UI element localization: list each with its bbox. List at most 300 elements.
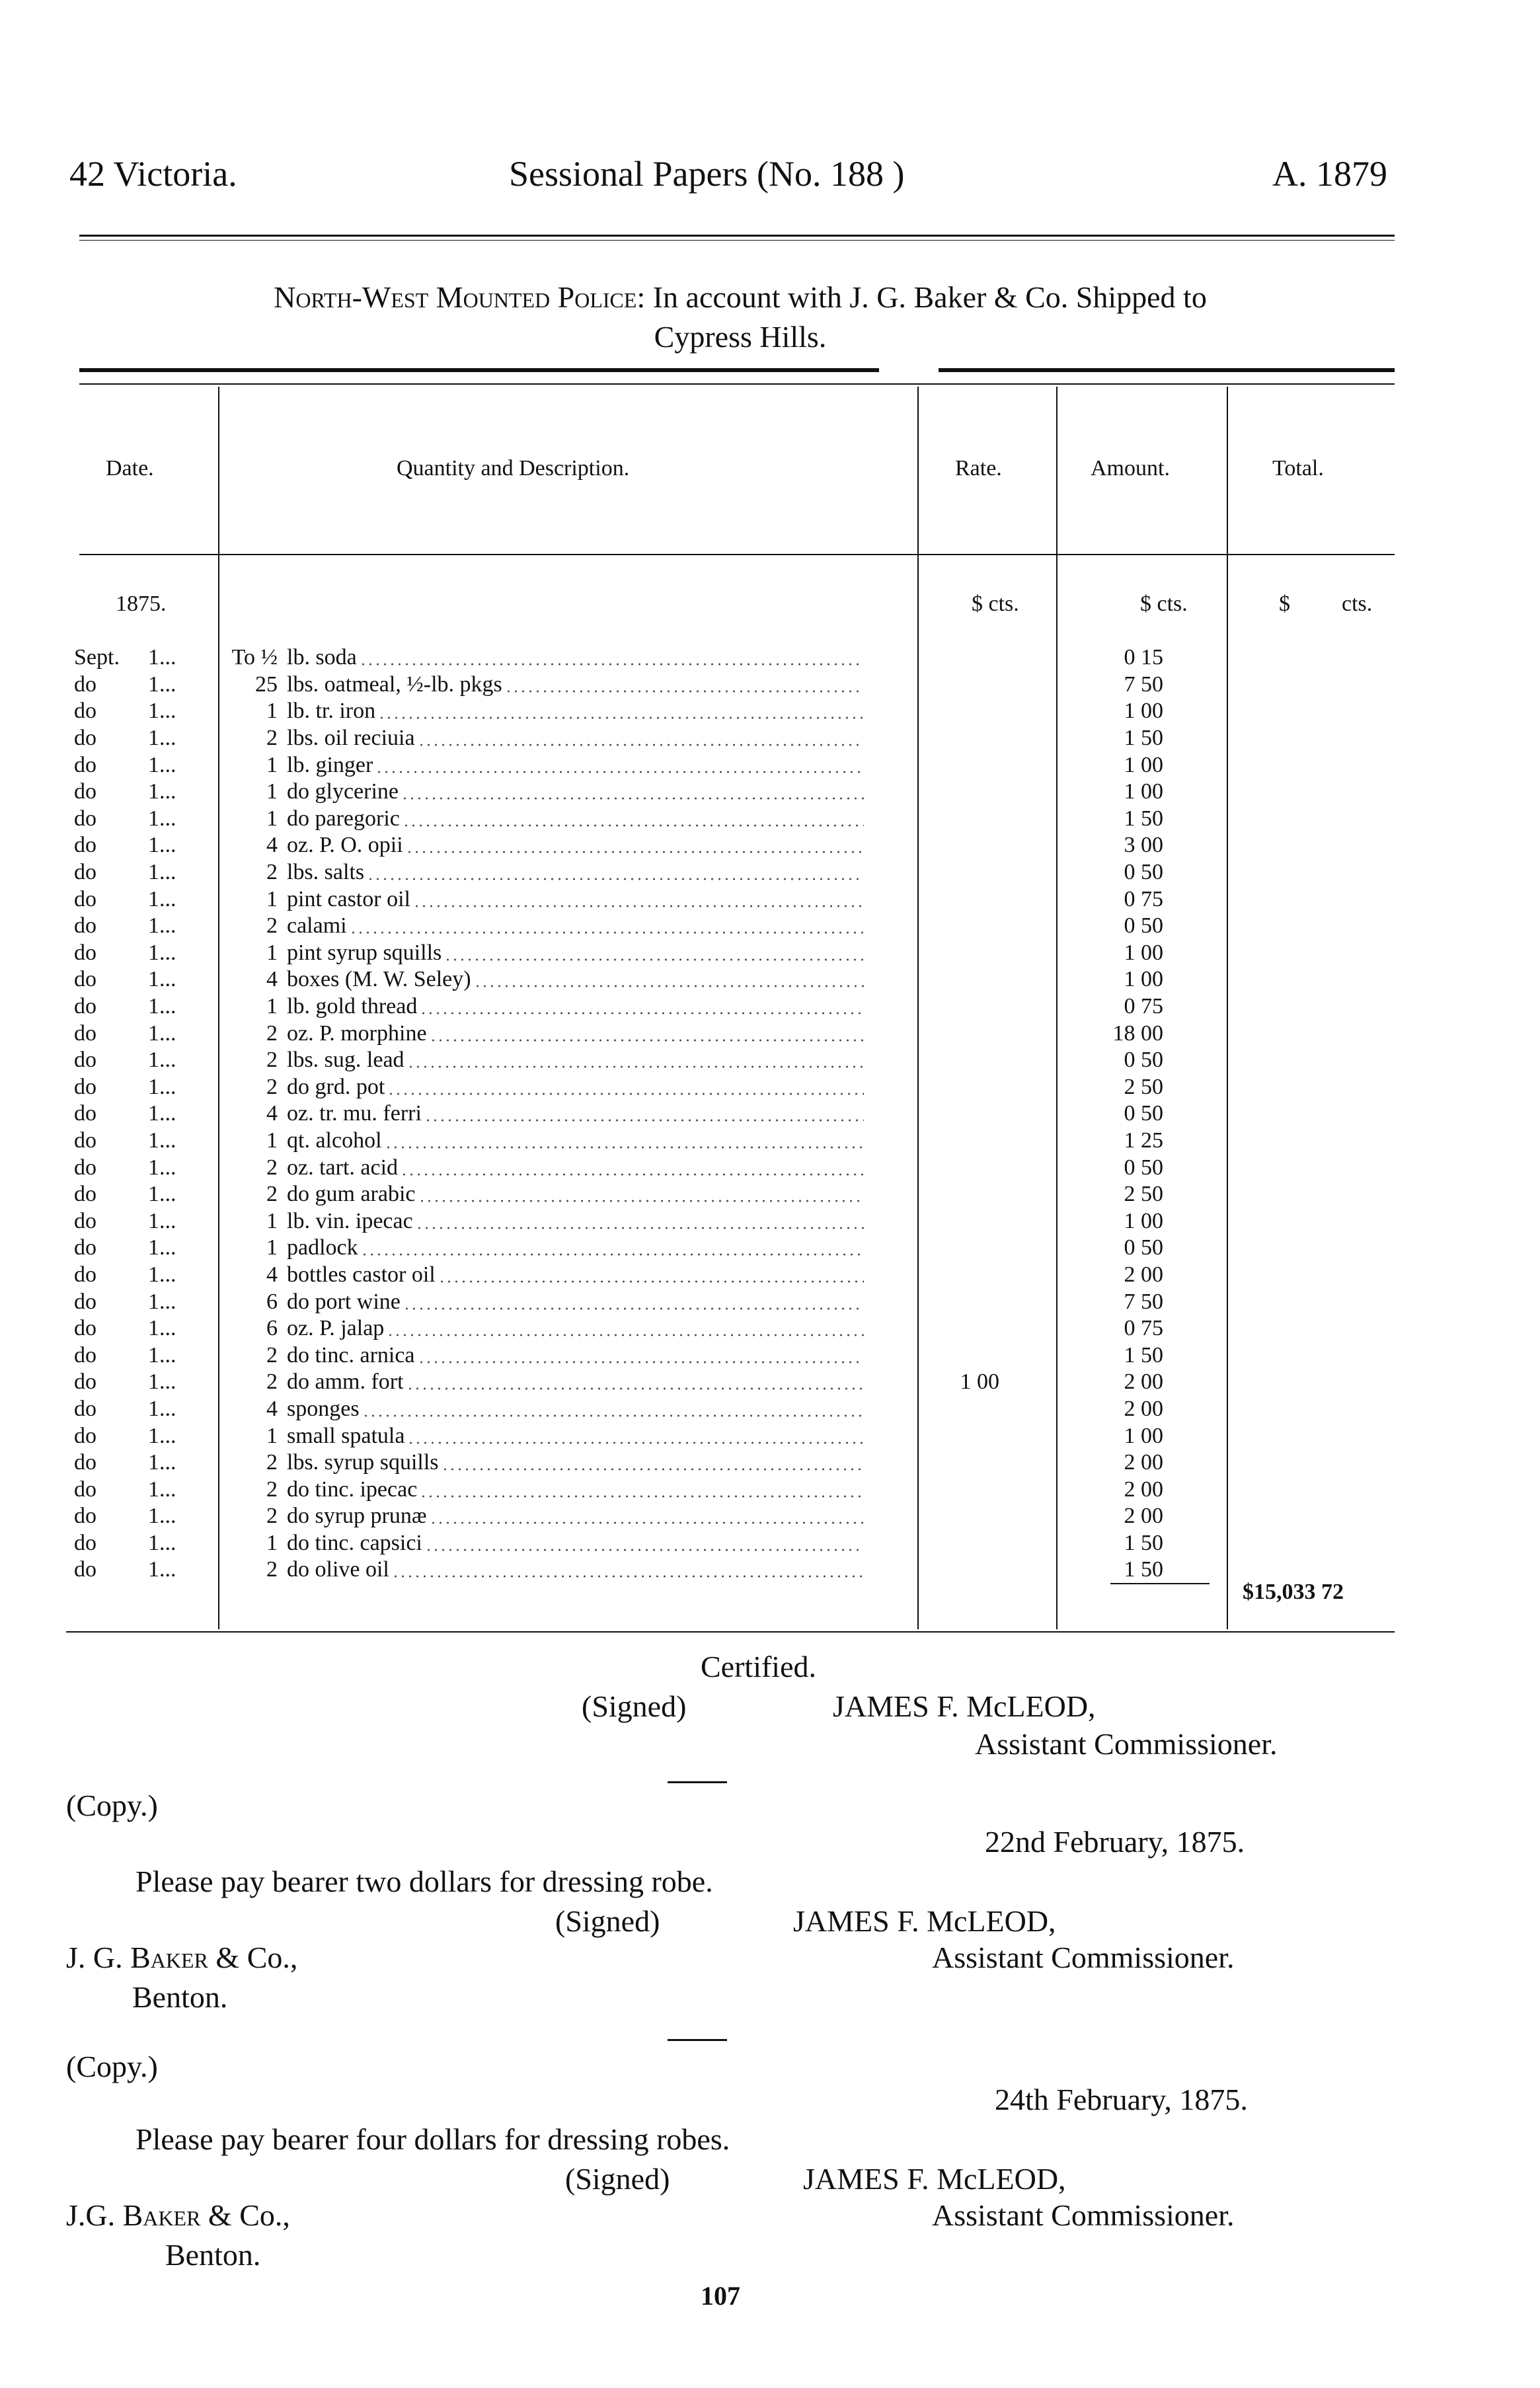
item-description-cell	[287, 698, 864, 725]
item-rate	[864, 1208, 1006, 1235]
item-description: lbs. salts	[287, 860, 365, 885]
item-rate	[864, 806, 1006, 833]
dot-leader	[399, 779, 864, 805]
item-month: do	[74, 1369, 96, 1395]
table-row	[74, 913, 1174, 940]
table-row	[74, 1315, 1174, 1342]
item-month: do	[74, 1557, 96, 1582]
item-quantity: 2	[266, 913, 278, 939]
item-quantity: 4	[266, 1101, 278, 1126]
item-description: do tinc. capsici	[287, 1530, 422, 1555]
item-amount: 2 00	[1124, 1504, 1163, 1529]
item-day: 1...	[148, 1316, 176, 1341]
item-day: 1...	[148, 940, 176, 965]
item-month: do	[74, 1477, 96, 1502]
item-month: do	[74, 1128, 96, 1153]
table-row	[74, 1128, 1174, 1155]
dot-leader	[417, 993, 864, 1020]
dot-leader	[347, 913, 864, 939]
item-description: qt. alcohol	[287, 1128, 382, 1153]
item-quantity: 4	[266, 1396, 278, 1421]
account-title	[79, 278, 1401, 357]
item-description-cell	[287, 806, 864, 833]
item-description-cell	[287, 1128, 864, 1155]
item-quantity: 2	[266, 1021, 278, 1046]
item-quantity: 1	[266, 1208, 278, 1233]
item-rate	[864, 993, 1006, 1021]
item-day: 1...	[148, 1530, 176, 1555]
item-day: 1...	[148, 860, 176, 885]
item-description: do gum arabic	[287, 1182, 416, 1207]
header-rule-thin	[79, 240, 1395, 241]
item-month: do	[74, 860, 96, 885]
table-row	[74, 1530, 1174, 1557]
item-description: small spatula	[287, 1423, 405, 1448]
item-rate	[864, 913, 1006, 940]
item-amount: 1 50	[1124, 726, 1163, 751]
item-rate	[864, 751, 1006, 779]
table-bottom-rule	[66, 1631, 1395, 1633]
item-month: do	[74, 913, 96, 939]
item-description: do tinc. ipecac	[287, 1477, 418, 1502]
table-row	[74, 1100, 1174, 1128]
item-amount: 0 50	[1124, 913, 1163, 939]
header-rule	[79, 235, 1395, 237]
table-row	[74, 751, 1174, 779]
item-quantity: 2	[266, 1182, 278, 1207]
header-sessional-papers: Sessional Papers (No. 188 )	[509, 154, 905, 194]
item-description: padlock	[287, 1235, 358, 1260]
item-month: do	[74, 1235, 96, 1260]
item-amount: 2 00	[1124, 1396, 1163, 1421]
copy2-place: Benton.	[165, 2238, 261, 2272]
certified-role: Assistant Commissioner.	[975, 1727, 1278, 1761]
header-year: A. 1879	[1272, 154, 1387, 194]
item-rate	[864, 672, 1006, 699]
item-rate	[864, 725, 1006, 752]
table-row	[74, 1396, 1174, 1423]
item-day: 1...	[148, 1235, 176, 1260]
table-row	[74, 1369, 1174, 1396]
title-rule-right	[939, 368, 1395, 372]
item-day: 1...	[148, 1262, 176, 1287]
item-rate	[864, 1449, 1006, 1477]
item-amount: 0 75	[1124, 886, 1163, 911]
item-rate	[864, 1396, 1006, 1423]
item-month: do	[74, 1342, 96, 1367]
item-description: lb. tr. iron	[287, 699, 376, 724]
table-row	[74, 779, 1174, 806]
dot-leader	[422, 1530, 864, 1557]
item-day: 1...	[148, 1208, 176, 1233]
item-month: do	[74, 1048, 96, 1073]
item-month: do	[74, 726, 96, 751]
item-day: 1...	[148, 1289, 176, 1314]
copy2-date: 24th February, 1875.	[995, 2083, 1248, 2116]
dot-leader	[417, 1477, 864, 1503]
dot-leader	[384, 1315, 864, 1342]
header-volume: 42 Victoria.	[69, 154, 237, 194]
item-day: 1...	[148, 1074, 176, 1099]
item-description: lbs. oil reciuia	[287, 726, 415, 751]
copy2-signed: (Signed)	[565, 2162, 670, 2196]
item-quantity: 2	[266, 860, 278, 885]
item-month: do	[74, 1316, 96, 1341]
item-month: do	[74, 1074, 96, 1099]
item-rate	[864, 1557, 1006, 1584]
item-amount: 1 00	[1124, 1423, 1163, 1448]
copy1-role: Assistant Commissioner.	[932, 1941, 1235, 1974]
item-quantity: 2	[266, 1504, 278, 1529]
item-month: do	[74, 806, 96, 831]
item-month: do	[74, 994, 96, 1019]
item-month: do	[74, 1530, 96, 1555]
item-rate	[864, 966, 1006, 993]
dot-leader	[404, 1423, 864, 1449]
table-row	[74, 1503, 1174, 1530]
copy2-addressee-co: & Co.,	[200, 2198, 290, 2232]
item-amount: 1 00	[1124, 940, 1163, 965]
item-day: 1...	[148, 645, 176, 670]
item-description: oz. P. O. opii	[287, 833, 403, 858]
item-amount: 1 25	[1124, 1128, 1163, 1153]
item-day: 1...	[148, 806, 176, 831]
item-quantity: 1	[266, 806, 278, 831]
copy2-label: (Copy.)	[66, 2050, 158, 2083]
item-quantity: 2	[266, 1450, 278, 1475]
item-day: 1...	[148, 752, 176, 777]
item-description-cell	[287, 1476, 864, 1503]
col-head-date: Date.	[106, 456, 154, 481]
item-description: do syrup prunæ	[287, 1504, 427, 1529]
item-amount: 2 00	[1124, 1477, 1163, 1502]
item-day: 1...	[148, 967, 176, 992]
item-amount: 0 50	[1124, 1101, 1163, 1126]
dot-leader	[410, 886, 864, 913]
dot-leader	[375, 698, 864, 724]
item-amount: 1 50	[1124, 1342, 1163, 1367]
item-description-cell	[287, 1262, 864, 1289]
dot-leader	[442, 940, 864, 966]
copy1-name: JAMES F. McLEOD,	[793, 1904, 1056, 1938]
item-quantity: 6	[266, 1316, 278, 1341]
item-quantity: 2	[266, 1074, 278, 1099]
dot-leader	[427, 1021, 864, 1047]
item-description-cell	[287, 1074, 864, 1101]
col-divider-amount	[1227, 387, 1228, 1629]
item-description-cell	[287, 1449, 864, 1477]
col-head-amount: Amount.	[1091, 456, 1170, 481]
item-description-cell	[287, 779, 864, 806]
total-cts-units: cts.	[1342, 592, 1373, 616]
dot-leader	[403, 832, 864, 859]
table-row	[74, 1235, 1174, 1262]
table-row	[74, 1262, 1174, 1289]
col-head-rate: Rate.	[955, 456, 1002, 481]
item-description: calami	[287, 913, 347, 939]
item-month: do	[74, 1423, 96, 1448]
page-number: 107	[701, 2281, 740, 2311]
amount-units: $ cts.	[1140, 592, 1188, 616]
item-description: oz. tr. mu. ferri	[287, 1101, 422, 1126]
item-description: oz. P. morphine	[287, 1021, 427, 1046]
table-row	[74, 1208, 1174, 1235]
item-quantity: 2	[266, 1477, 278, 1502]
item-description: do paregoric	[287, 806, 400, 831]
item-month: do	[74, 833, 96, 858]
dot-leader	[439, 1449, 864, 1476]
dot-leader	[404, 1369, 864, 1395]
item-description: lbs. oatmeal, ½-lb. pkgs	[287, 672, 502, 697]
dot-leader	[364, 859, 864, 886]
item-month: do	[74, 940, 96, 965]
item-rate	[864, 1315, 1006, 1342]
item-day: 1...	[148, 726, 176, 751]
item-amount: 1 00	[1124, 1208, 1163, 1233]
item-day: 1...	[148, 1155, 176, 1180]
dot-leader	[389, 1557, 864, 1583]
item-description: sponges	[287, 1396, 360, 1421]
item-rate	[864, 832, 1006, 859]
item-description-cell	[287, 1020, 864, 1047]
table-row	[74, 1476, 1174, 1503]
item-amount: 0 50	[1124, 1048, 1163, 1073]
item-day: 1...	[148, 833, 176, 858]
item-amount: 7 50	[1124, 1289, 1163, 1314]
item-amount: 3 00	[1124, 833, 1163, 858]
item-quantity: 1	[266, 886, 278, 911]
dot-leader	[436, 1262, 864, 1288]
item-description-cell	[287, 644, 864, 672]
copy1-addressee	[66, 1940, 297, 1975]
item-day: 1...	[148, 1504, 176, 1529]
item-amount: 0 50	[1124, 860, 1163, 885]
item-rate: 1 00	[960, 1369, 999, 1395]
item-description: boxes (M. W. Seley)	[287, 967, 471, 992]
item-month: do	[74, 1450, 96, 1475]
item-description: pint syrup squills	[287, 940, 442, 965]
section-divider-2	[668, 2039, 727, 2041]
item-description: lb. gold thread	[287, 994, 418, 1019]
item-month: do	[74, 752, 96, 777]
item-quantity: 6	[266, 1289, 278, 1314]
item-quantity: 4	[266, 967, 278, 992]
item-description-cell	[287, 1530, 864, 1557]
item-amount: 2 00	[1124, 1450, 1163, 1475]
title-account-with: : In account with J. G. Baker & Co. Shipped to	[636, 280, 1207, 314]
item-description-cell	[287, 886, 864, 913]
item-amount: 0 75	[1124, 1316, 1163, 1341]
item-quantity: 2	[266, 1048, 278, 1073]
item-amount: 2 50	[1124, 1182, 1163, 1207]
item-description-cell	[287, 672, 864, 699]
copy1-label: (Copy.)	[66, 1789, 158, 1822]
item-rate	[864, 940, 1006, 967]
item-amount: 0 15	[1124, 645, 1163, 670]
item-quantity: 1	[266, 1423, 278, 1448]
dot-leader	[415, 1342, 864, 1369]
table-row	[74, 644, 1174, 672]
item-amount: 1 50	[1124, 1557, 1163, 1582]
item-rate	[864, 886, 1006, 913]
item-rate	[864, 1288, 1006, 1315]
copy1-text: Please pay bearer two dollars for dressing robe.	[135, 1865, 713, 1898]
item-quantity: 1	[266, 994, 278, 1019]
item-rate	[864, 1047, 1006, 1074]
item-rate	[864, 1100, 1006, 1128]
item-rate	[864, 644, 1006, 672]
item-month: do	[74, 1101, 96, 1126]
table-row	[74, 1181, 1174, 1208]
dot-leader	[401, 1289, 864, 1315]
table-row	[74, 940, 1174, 967]
item-description-cell	[287, 913, 864, 940]
dot-leader	[373, 752, 864, 779]
total-dollar-units: $	[1279, 592, 1290, 616]
copy1-place: Benton.	[132, 1980, 228, 2014]
item-day: 1...	[148, 886, 176, 911]
dot-leader	[400, 806, 864, 832]
item-description-cell	[287, 1315, 864, 1342]
item-quantity: 1	[266, 1235, 278, 1260]
copy2-addressee	[66, 2198, 290, 2233]
dot-leader	[415, 725, 864, 751]
table-row	[74, 886, 1174, 913]
item-month: do	[74, 1396, 96, 1421]
item-description-cell	[287, 1208, 864, 1235]
item-rate	[864, 1154, 1006, 1181]
item-day: 1...	[148, 1128, 176, 1153]
table-row	[74, 698, 1174, 725]
items-table	[74, 644, 1174, 1584]
item-day: 1...	[148, 1557, 176, 1582]
item-month: do	[74, 672, 96, 697]
dot-leader	[404, 1047, 864, 1073]
item-amount: 1 00	[1124, 699, 1163, 724]
table-row	[74, 1020, 1174, 1047]
dot-leader	[502, 672, 864, 698]
item-month: do	[74, 1021, 96, 1046]
item-rate	[864, 1128, 1006, 1155]
copy1-addressee-co: & Co.,	[208, 1941, 298, 1974]
item-quantity: 2	[266, 1342, 278, 1367]
item-description-cell	[287, 940, 864, 967]
certified-label: Certified.	[701, 1650, 816, 1683]
copy2-text: Please pay bearer four dollars for dressing robes.	[135, 2122, 730, 2156]
item-description: pint castor oil	[287, 886, 410, 911]
dot-leader	[358, 1235, 864, 1261]
item-month: Sept.	[74, 645, 120, 670]
item-day: 1...	[148, 1101, 176, 1126]
item-rate	[864, 1530, 1006, 1557]
rate-units: $ cts.	[972, 592, 1019, 616]
item-month: do	[74, 886, 96, 911]
item-day: 1...	[148, 1021, 176, 1046]
item-amount: 0 50	[1124, 1155, 1163, 1180]
copy1-signed: (Signed)	[555, 1904, 660, 1938]
item-day: 1...	[148, 699, 176, 724]
item-month: do	[74, 779, 96, 804]
item-description: do amm. fort	[287, 1369, 404, 1395]
item-quantity: 1	[266, 779, 278, 804]
item-rate	[864, 1020, 1006, 1047]
copy2-addressee-name: J.G. Baker	[66, 2198, 201, 2232]
item-amount: 7 50	[1124, 672, 1163, 697]
item-description-cell	[287, 1100, 864, 1128]
item-amount: 2 00	[1124, 1369, 1163, 1395]
item-description-cell	[287, 993, 864, 1021]
table-row	[74, 1422, 1174, 1449]
copy2-role: Assistant Commissioner.	[932, 2198, 1235, 2232]
certified-name: JAMES F. McLEOD,	[833, 1689, 1096, 1723]
item-description-cell	[287, 725, 864, 752]
item-rate	[864, 1262, 1006, 1289]
dot-leader	[416, 1181, 865, 1208]
table-row	[74, 1288, 1174, 1315]
item-description: do glycerine	[287, 779, 399, 804]
item-description-cell	[287, 1369, 864, 1396]
item-description: bottles castor oil	[287, 1262, 436, 1287]
table-row	[74, 1557, 1174, 1584]
item-day: 1...	[148, 1182, 176, 1207]
year-label: 1875.	[116, 592, 167, 616]
table-top-rule	[79, 383, 1395, 385]
title-destination: Cypress Hills.	[654, 320, 827, 354]
dot-leader	[357, 644, 864, 671]
table-row	[74, 1074, 1174, 1101]
dot-leader	[471, 966, 864, 993]
item-month: do	[74, 699, 96, 724]
item-rate	[864, 1342, 1006, 1369]
item-rate	[864, 859, 1006, 886]
item-amount: 0 75	[1124, 994, 1163, 1019]
item-description: lb. soda	[287, 645, 357, 670]
item-description: oz. tart. acid	[287, 1155, 399, 1180]
item-amount: 0 50	[1124, 1235, 1163, 1260]
item-description-cell	[287, 751, 864, 779]
item-day: 1...	[148, 672, 176, 697]
item-month: do	[74, 967, 96, 992]
dot-leader	[398, 1155, 864, 1181]
item-month: do	[74, 1208, 96, 1233]
item-description: oz. P. jalap	[287, 1316, 385, 1341]
item-day: 1...	[148, 1396, 176, 1421]
title-police: North-West Mounted Police	[274, 280, 637, 314]
item-description-cell	[287, 859, 864, 886]
item-month: do	[74, 1155, 96, 1180]
item-quantity: 1	[266, 699, 278, 724]
item-quantity: 2	[266, 1155, 278, 1180]
item-description: lbs. sug. lead	[287, 1048, 404, 1073]
item-quantity: 4	[266, 1262, 278, 1287]
dot-leader	[422, 1100, 864, 1127]
item-description-cell	[287, 1235, 864, 1262]
item-day: 1...	[148, 994, 176, 1019]
item-description: lbs. syrup squills	[287, 1450, 439, 1475]
table-row	[74, 859, 1174, 886]
item-description-cell	[287, 1422, 864, 1449]
item-description-cell	[287, 1154, 864, 1181]
dot-leader	[382, 1128, 864, 1154]
item-month: do	[74, 1262, 96, 1287]
item-day: 1...	[148, 1369, 176, 1395]
dot-leader	[413, 1208, 864, 1235]
table-row	[74, 993, 1174, 1021]
title-rule-left	[79, 368, 879, 372]
copy1-addressee-name: J. G. Baker	[66, 1941, 208, 1974]
item-month: do	[74, 1504, 96, 1529]
item-description-cell	[287, 1557, 864, 1584]
